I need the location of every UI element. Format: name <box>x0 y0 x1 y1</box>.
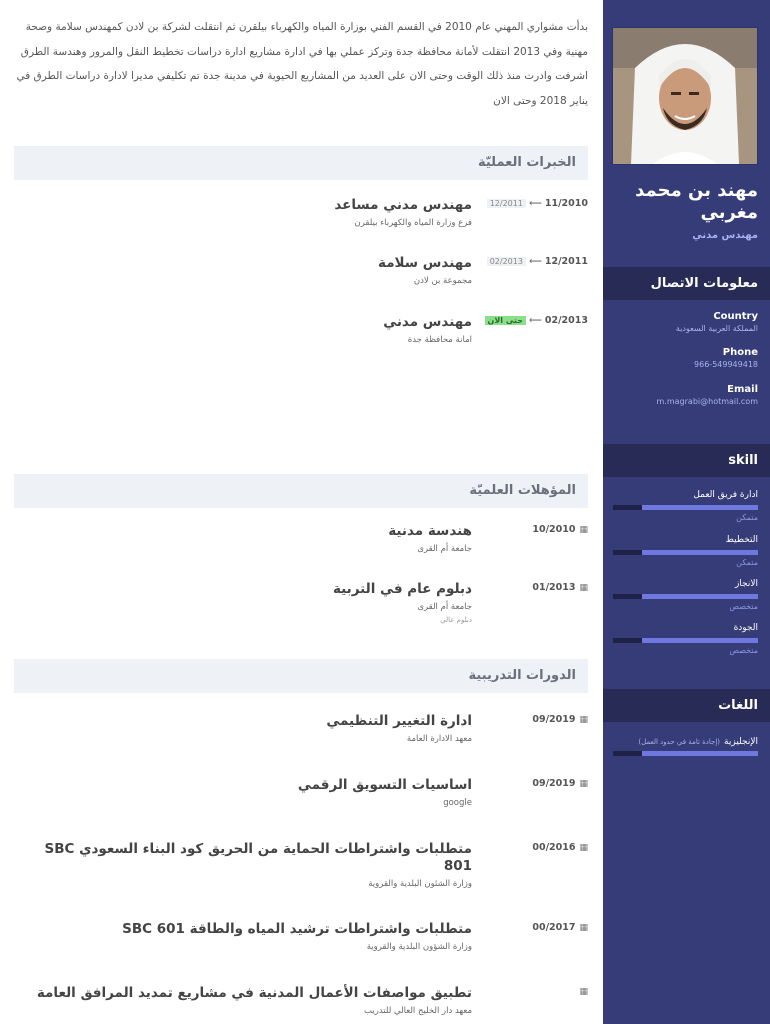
skill-name: الجودة <box>733 623 758 633</box>
course-date <box>532 842 588 853</box>
experience-title: مهندس سلامة <box>378 255 472 271</box>
contact-country-label: Country <box>713 311 758 322</box>
course-title: تطبيق مواصفات الأعمال المدنية في مشاريع تمديد المرافق العامة <box>36 985 472 1001</box>
skill-bar-fill <box>642 594 758 599</box>
skill-level: متمكن <box>736 513 758 522</box>
experience-start: 12/2011 <box>544 256 588 267</box>
education-heading: المؤهلات العلميّة <box>14 474 588 508</box>
skill-bar-fill <box>642 550 758 555</box>
contact-country <box>613 311 758 334</box>
language-item <box>613 737 758 756</box>
profile-job-title: مهندس مدني <box>692 230 758 241</box>
course-org: معهد الادارة العامة <box>406 734 472 744</box>
course-org: google <box>443 798 472 808</box>
arrow-left-icon: ⟵ <box>528 316 542 326</box>
skill-bar-fill <box>642 638 758 643</box>
profile-photo <box>612 27 758 165</box>
course-date-value: 00/2017 <box>532 922 576 933</box>
calendar-icon: ▦ <box>579 715 588 725</box>
experience-title: مهندس مدني <box>383 314 472 330</box>
languages-heading: اللغات <box>603 689 770 722</box>
experience-date <box>485 315 588 326</box>
education-org: جامعة أم القرى <box>417 602 472 612</box>
course-org: معهد دار الخليج العالي للتدريب <box>364 1006 472 1016</box>
arrow-left-icon: ⟵ <box>528 199 542 209</box>
skill-name: الانجاز <box>734 579 758 589</box>
experience-date <box>487 198 588 209</box>
skill-bar <box>613 638 758 643</box>
skill-item <box>613 534 758 567</box>
course-org: وزارة الشئون البلدية والقروية <box>368 879 472 889</box>
calendar-icon: ▦ <box>579 843 588 853</box>
skill-bar-fill <box>642 505 758 510</box>
education-title: دبلوم عام في التربية <box>332 581 472 597</box>
experience-end: 02/2013 <box>487 257 526 266</box>
experience-start: 11/2010 <box>544 198 588 209</box>
education-date-value: 01/2013 <box>532 582 576 593</box>
skill-name: التخطيط <box>725 535 758 545</box>
course-title: اساسيات التسويق الرقمي <box>297 777 472 793</box>
course-date-value: 00/2016 <box>532 842 576 853</box>
skill-bar <box>613 505 758 510</box>
contact-phone-label: Phone <box>722 347 758 358</box>
calendar-icon: ▦ <box>579 525 588 535</box>
course-date <box>532 778 588 789</box>
sidebar <box>603 0 770 1024</box>
experience-start: 02/2013 <box>544 315 588 326</box>
experience-org: فرع وزارة المياه والكهرباء بيلقرن <box>354 218 472 228</box>
calendar-icon: ▦ <box>579 583 588 593</box>
skill-item <box>613 489 758 522</box>
skill-level: متخصص <box>729 646 758 655</box>
experience-title: مهندس مدني مساعد <box>334 197 472 213</box>
experience-end-present-badge: حتى الان <box>485 316 526 325</box>
course-org: وزارة الشؤون البلدية والقروية <box>366 942 472 952</box>
language-name: الإنجليزية <box>724 737 758 747</box>
course-date-value: 09/2019 <box>532 714 576 725</box>
skill-bar <box>613 594 758 599</box>
course-title: ادارة التغيير التنظيمي <box>326 713 472 729</box>
language-bar <box>613 751 758 756</box>
course-date <box>532 714 588 725</box>
experience-date <box>487 256 588 267</box>
education-date <box>532 524 588 535</box>
summary-text: بدأت مشواري المهني عام 2010 في القسم الفني بوزارة المياه والكهرباء بيلقرن ثم انتقلت لشركة بن لادن كمهندس سلامة وصحة مهنية وفي 2013 انتقلت لأمانة محافظة جدة وتركز عملي بها في ادارة مشاريع ادارة دراسات تخطيط النقل والمرور وهندسة الطرق اشرفت وادرت منذ ذلك الوقت وحتى الان على العديد من المشاريع الحيوية في مدينة جدة تم تكليفي مديرا لادارة دراسات الطرق في يناير 2018 وحتى الان <box>16 21 588 107</box>
contact-phone-value: 966-549949418 <box>694 360 758 369</box>
experience-heading: الخبرات العمليّة <box>14 146 588 180</box>
education-date <box>532 582 588 593</box>
contact-phone <box>613 347 758 370</box>
calendar-icon: ▦ <box>579 779 588 789</box>
calendar-icon: ▦ <box>579 923 588 933</box>
experience-org: امانة محافظة جدة <box>407 335 472 345</box>
language-note: (إجادة تامة في حدود العمل) <box>638 738 721 746</box>
contact-heading: معلومات الاتصال <box>603 267 770 300</box>
skill-item <box>613 578 758 611</box>
education-title: هندسة مدنية <box>388 523 472 539</box>
contact-country-value: المملكة العربية السعودية <box>675 324 758 333</box>
course-title: متطلبات واشتراطات ترشيد المياه والطاقة SBC 601 <box>122 921 472 937</box>
skill-level: متخصص <box>729 602 758 611</box>
experience-end: 12/2011 <box>487 199 526 208</box>
skill-item <box>613 622 758 655</box>
course-date-value: 09/2019 <box>532 778 576 789</box>
contact-email <box>613 384 758 407</box>
skill-name: ادارة فريق العمل <box>693 490 758 500</box>
skills-heading: skill <box>603 444 770 477</box>
education-org: جامعة أم القرى <box>417 544 472 554</box>
education-date-value: 10/2010 <box>532 524 576 535</box>
course-title: متطلبات واشتراطات الحماية من الحريق كود البناء السعودي SBC 801 <box>44 841 472 874</box>
profile-name: مهند بن محمد مغربي <box>635 180 758 223</box>
course-date <box>532 922 588 933</box>
experience-org: مجموعة بن لادن <box>413 276 472 286</box>
language-row <box>613 737 758 747</box>
education-extra: دبلوم عالي <box>440 616 472 624</box>
calendar-icon: ▦ <box>579 987 588 997</box>
course-date <box>575 986 588 997</box>
skill-level: متمكن <box>736 558 758 567</box>
arrow-left-icon: ⟵ <box>528 257 542 267</box>
contact-email-label: Email <box>727 384 758 395</box>
contact-email-value[interactable]: m.magrabi@hotmail.com <box>656 397 758 406</box>
skill-bar <box>613 550 758 555</box>
language-bar-fill <box>642 751 758 756</box>
profile-photo-illustration <box>613 28 757 164</box>
courses-heading: الدورات التدريبية <box>14 659 588 693</box>
